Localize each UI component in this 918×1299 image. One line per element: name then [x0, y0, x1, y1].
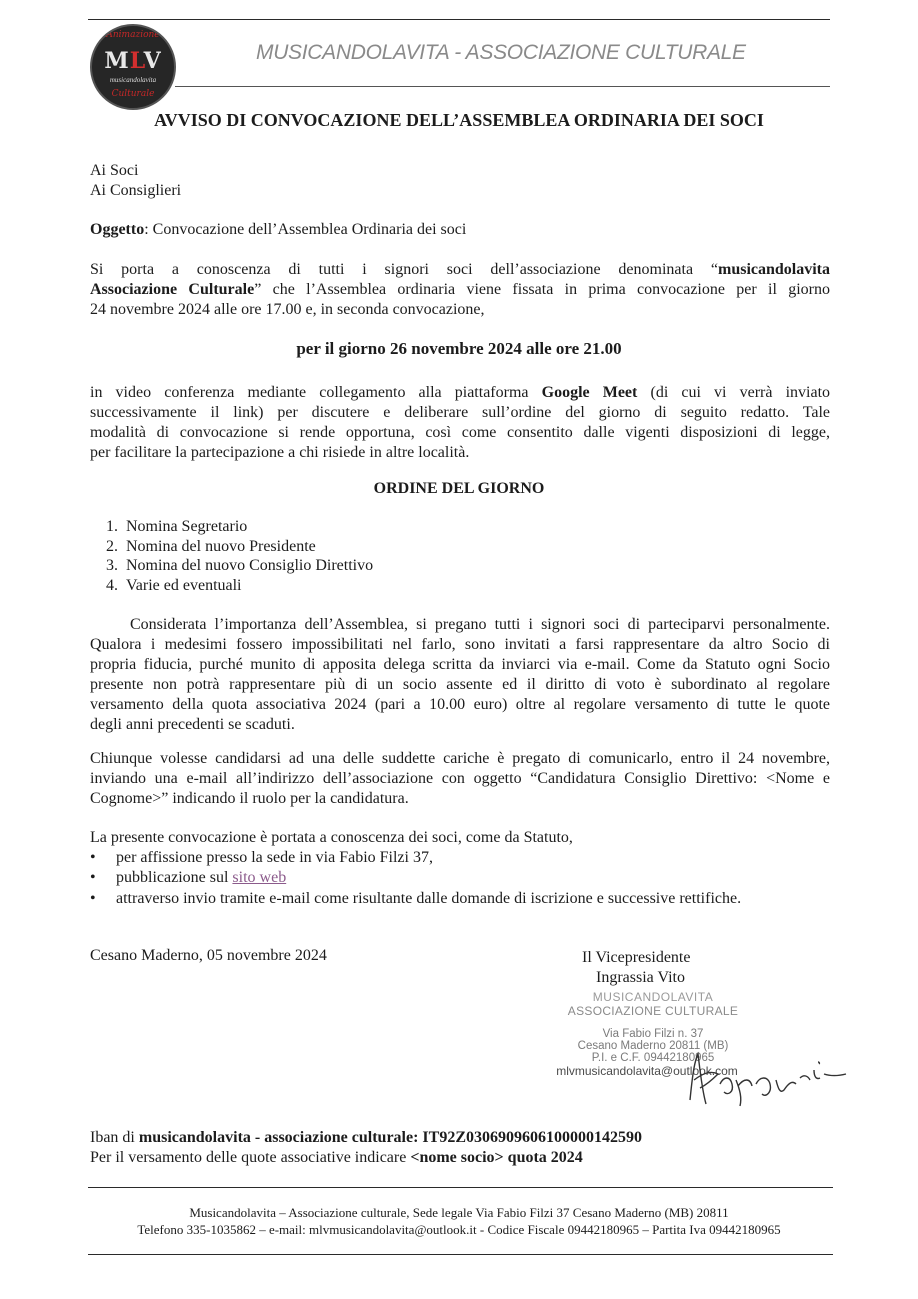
participation-line: Considerata l’importanza dell’Assemblea, si pregano tutti i signori soci di parteciparvi personalmente. [130, 616, 830, 633]
bullet-icon: • [90, 849, 96, 866]
publicity-item-web: • pubblicazione sul sito web [90, 869, 287, 886]
publicity-item-affissione: • per affissione presso la sede in via Fabio Filzi 37, [90, 849, 433, 866]
meeting-line-3: modalità di convocazione si rende opportuna, così come consentito dalle vigenti disposizioni di legge, [90, 424, 830, 441]
document-title: AVVISO DI CONVOCAZIONE DELL’ASSEMBLEA ORDINARIA DEI SOCI [154, 110, 764, 130]
meeting-line-4: per facilitare la partecipazione a chi risiede in altre località. [90, 444, 470, 461]
candidacy-line: Chiunque volesse candidarsi ad una delle suddette cariche è pregato di comunicarlo, entro il 24 novembre, [90, 750, 830, 767]
stamp-line: Via Fabio Filzi n. 37 [602, 1028, 704, 1040]
candidacy-line: inviando una e-mail all’indirizzo dell’associazione con oggetto “Candidatura Consiglio Direttivo: <Nome e [90, 770, 830, 787]
intro-line-2: Associazione Culturale” che l’Assemblea ordinaria viene fissata in prima convocazione per il giorno [90, 281, 830, 298]
stamp-line: P.I. e C.F. 09442180965 [591, 1052, 715, 1064]
stamp-line: Cesano Maderno 20811 (MB) [577, 1040, 729, 1052]
meeting-line-1: in video conferenza mediante collegamento alla piattaforma Google Meet (di cui vi verrà inviato [90, 384, 831, 401]
participation-line: versamento della quota associativa 2024 (pari a 10.00 euro) oltre al regolare versamento di tutte le quote [90, 696, 830, 713]
footer-line-1: Musicandolavita – Associazione culturale, Sede legale Via Fabio Filzi 37 Cesano Maderno (MB) 20811 [189, 1205, 729, 1220]
recipient-soci: Ai Soci [90, 162, 139, 179]
subject-label: Oggetto [90, 221, 145, 238]
header-title: MUSICANDOLAVITA - ASSOCIAZIONE CULTURALE [256, 41, 746, 64]
subject-text: : Convocazione dell’Assemblea Ordinaria dei soci [144, 221, 467, 238]
participation-paragraph [90, 615, 830, 735]
header-bottom-rule [175, 86, 830, 87]
publicity-intro: La presente convocazione è portata a conoscenza dei soci, come da Statuto, [90, 829, 573, 846]
stamp-line: ASSOCIAZIONE CULTURALE [567, 1004, 739, 1018]
intro-line-3: 24 novembre 2024 alle ore 17.00 e, in seconda convocazione, [90, 301, 485, 318]
meeting-paragraph [90, 383, 830, 463]
participation-line: propria fiducia, purché munito di apposita delega scritta da inviarci via e-mail. Come da Statuto ogni Socio [90, 656, 830, 673]
stamp-line: MUSICANDOLAVITA [592, 990, 714, 1004]
agenda-item: 2. Nomina del nuovo Presidente [106, 537, 316, 555]
logo-bottom-text: Culturale [111, 89, 155, 99]
payment-note: Per il versamento delle quote associative indicare <nome socio> quota 2024 [90, 1149, 583, 1166]
header-top-rule [88, 19, 830, 20]
agenda-list [90, 517, 373, 595]
second-convocation-date: per il giorno 26 novembre 2024 alle ore 21.00 [296, 339, 622, 358]
participation-line: presente non potrà rappresentare più di un socio assente ed il diritto di voto è subordinato al regolare [90, 676, 830, 693]
place-date: Cesano Maderno, 05 novembre 2024 [90, 947, 327, 964]
agenda-item: 1. Nomina Segretario [106, 518, 248, 535]
participation-line: degli anni precedenti se scaduti. [90, 716, 295, 733]
intro-paragraph [90, 260, 830, 320]
footer-top-rule [88, 1187, 833, 1188]
logo-top-text: Animazione [106, 30, 160, 40]
recipient-consiglieri: Ai Consiglieri [90, 182, 182, 199]
agenda-item: 4. Varie ed eventuali [106, 576, 242, 594]
logo-mark: MLV [104, 48, 162, 74]
publicity-item-email: • attraverso invio tramite e-mail come risultante dalle domande di iscrizione e successive rettifiche. [90, 890, 742, 907]
signatory-name: Ingrassia Vito [596, 969, 685, 986]
logo-sub-text: musicandolavita [109, 76, 157, 84]
handwritten-signature [680, 1040, 850, 1112]
meeting-line-2: successivamente il link) per discutere e deliberare sull’ordine del giorno di seguito redatto. Tale [90, 404, 830, 421]
agenda-title: ORDINE DEL GIORNO [373, 480, 545, 497]
signatory-role: Il Vicepresidente [582, 949, 691, 966]
payment-reference: <nome socio> quota 2024 [410, 1149, 583, 1166]
iban-line: Iban di musicandolavita - associazione culturale: IT92Z0306909606100000142590 [90, 1129, 642, 1146]
subject-line [90, 220, 466, 240]
bullet-icon: • [90, 890, 96, 907]
agenda-item: 3. Nomina del nuovo Consiglio Direttivo [106, 557, 374, 574]
iban-value: musicandolavita - associazione culturale: IT92Z0306909606100000142590 [138, 1129, 642, 1146]
footer-bottom-rule [88, 1254, 833, 1255]
footer-line-2: Telefono 335-1035862 – e-mail: mlvmusicandolavita@outlook.it - Codice Fiscale 09442180965 – Partita Iva 09442180965 [137, 1222, 781, 1237]
stamp-line: mlvmusicandolavita@outlook.com [556, 1064, 738, 1078]
participation-line: Qualora i medesimi fossero impossibilitati nel farlo, sono invitati a farsi rappresentare da altro Socio di [90, 636, 830, 653]
website-link[interactable]: sito web [232, 869, 287, 886]
association-logo [90, 24, 176, 110]
bullet-icon: • [90, 869, 96, 886]
intro-line-1: Si porta a conoscenza di tutti i signori soci dell’associazione denominata “musicandolavita [90, 261, 830, 278]
candidacy-paragraph [90, 749, 830, 809]
candidacy-line: Cognome>” indicando il ruolo per la candidatura. [90, 790, 409, 807]
